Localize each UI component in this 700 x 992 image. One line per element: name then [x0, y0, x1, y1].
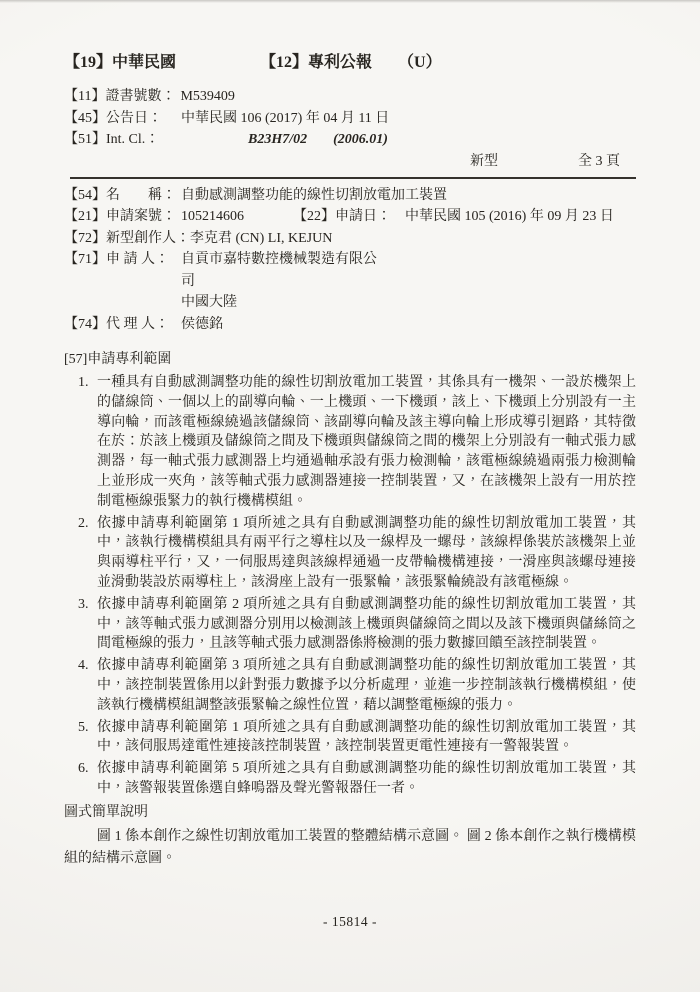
claim-number: 1. — [78, 375, 89, 390]
field-code-71: 【71】 — [64, 252, 106, 267]
bulletin-code: 【12】 — [260, 54, 309, 71]
agent-value: 侯德銘 — [181, 316, 223, 332]
claims-section — [64, 349, 636, 799]
claim-text: 依據申請專利範圍第 1 項所述之具有自動感測調整功能的線性切割放電加工裝置，其中，該伺服馬達電性連接該控制裝置，該控制裝置更電性連接有一警報裝置。 — [97, 719, 636, 755]
claim-number: 5. — [78, 719, 89, 735]
biblio-main — [64, 185, 636, 336]
agent-row — [64, 314, 636, 336]
int-cl-label: Int. Cl.： — [106, 132, 160, 147]
int-cl-class: B23H7/02 — [248, 132, 308, 147]
field-code-51: 【51】 — [64, 132, 106, 147]
bulletin-name: 專利公報 — [308, 54, 373, 71]
app-no-label: 申請案號： — [106, 209, 176, 224]
applicant-value — [181, 249, 377, 314]
claim-text: 依據申請專利範圍第 1 項所述之具有自動感測調整功能的線性切割放電加工裝置，其中，該執行機構模組具有兩平行之導柱以及一線桿及一螺母，該線桿係裝於該機架上並與兩導柱平行，又，一伺服馬達與該線桿通過一皮帶輪機構連接，一滑座與該螺母連接並滑動裝設於兩導柱上，該滑座上設有一張緊輪，該張緊輪繞設有該電極線。 — [97, 515, 636, 590]
app-date-value: 中華民國 105 (2016) 年 09 月 23 日 — [405, 209, 614, 224]
claim-number: 2. — [78, 515, 89, 531]
claims-heading: [57]申請專利範圍 — [64, 352, 172, 367]
applicant-name-line1: 自貢市嘉特數控機械製造有限公 — [181, 252, 377, 267]
cert-number-label: 證書號數： — [105, 89, 176, 104]
masthead-bulletin — [260, 52, 372, 74]
inventor-row — [64, 228, 636, 250]
app-date-label: 申請日： — [335, 209, 391, 224]
app-no-value: 105214606 — [181, 209, 244, 224]
field-code-11: 【11】 — [64, 89, 106, 104]
header-divider — [70, 177, 636, 179]
claim-item — [64, 656, 636, 715]
inventor-value: 李克君 (CN) LI, KEJUN — [190, 230, 333, 246]
agent-label: 代 理 人： — [106, 316, 169, 332]
field-code-54: 【54】 — [64, 187, 106, 203]
patent-type: 新型 — [470, 153, 498, 169]
country-code: 【19】 — [64, 54, 113, 71]
applicant-row — [64, 249, 636, 314]
figures-heading: 圖式簡單說明 — [64, 804, 148, 820]
inventor-label: 新型創作人： — [106, 230, 190, 246]
applicant-name-line2: 司 — [181, 273, 195, 289]
kind-code: （U） — [398, 54, 442, 71]
figures-section — [64, 802, 636, 871]
masthead — [64, 52, 636, 74]
pub-date-label: 公告日： — [106, 110, 162, 126]
applicant-label: 申 請 人： — [106, 252, 169, 267]
applicant-country: 中國大陸 — [181, 295, 237, 310]
field-code-21: 【21】 — [64, 209, 106, 224]
cert-number-row — [64, 86, 636, 108]
title-label: 名 稱： — [106, 187, 176, 203]
pub-date-value: 中華民國 106 (2017) 年 04 月 11 日 — [181, 110, 390, 126]
application-row — [64, 206, 636, 228]
claim-item — [64, 759, 636, 799]
cert-number-value: M539409 — [180, 89, 235, 104]
invention-title: 自動感測調整功能的線性切割放電加工裝置 — [181, 187, 447, 203]
title-row — [64, 185, 636, 207]
field-code-45: 【45】 — [64, 110, 106, 126]
masthead-country — [64, 52, 260, 74]
int-cl-row — [64, 129, 636, 151]
claim-text: 一種具有自動感測調整功能的線性切割放電加工裝置，其係具有一機架、一設於機架上的儲線筒、一個以上的副導向輪、一上機頭、一下機頭，該上、下機頭上分別設有一主導向輪，而該電極線繞過該儲線筒、該副導向輪及該主導向輪上形成導引迴路，其特徵在於：於該上機頭及儲線筒之間及下機頭與儲線筒之間的機架上分別設有一軸式張力感測器，每一軸式張力感測器上均通過軸承設有張力檢測輪，該電極線繞過兩張力檢測輪上並形成一夾角，該等軸式張力感測器連接一控制裝置，又，在該機架上設有一用於控制電極線張緊力的執行機構模組。 — [97, 375, 636, 509]
int-cl-version: (2006.01) — [333, 132, 388, 147]
claim-item — [64, 514, 636, 593]
country-name: 中華民國 — [112, 54, 177, 71]
field-code-72: 【72】 — [64, 230, 106, 246]
claim-item — [64, 595, 636, 654]
claim-text: 依據申請專利範圍第 3 項所述之具有自動感測調整功能的線性切割放電加工裝置，其中，該控制裝置係用以針對張力數據予以分析處理，並進一步控制該執行機構模組，使該執行機構模組調整該張緊輪之線性位置，藉以調整電極線的張力。 — [97, 658, 636, 713]
field-code-74: 【74】 — [64, 316, 106, 332]
field-code-22: 【22】 — [293, 209, 335, 224]
claim-item — [64, 373, 636, 512]
type-pages-row — [64, 151, 636, 172]
claim-text: 依據申請專利範圍第 2 項所述之具有自動感測調整功能的線性切割放電加工裝置，其中，該等軸式張力感測器分別用以檢測該上機頭與儲線筒之間以及該下機頭與儲絲筒之間電極線的張力，且該等軸式張力感測器係將檢測的張力數據回饋至該控制裝置。 — [97, 596, 636, 652]
claim-number: 4. — [78, 658, 89, 674]
biblio-top — [64, 86, 636, 172]
pub-date-row — [64, 108, 636, 130]
claim-number: 3. — [78, 596, 89, 612]
claim-number: 6. — [78, 761, 89, 777]
claim-item — [64, 718, 636, 758]
page-number: - 15814 - — [323, 914, 377, 929]
figures-description: 圖 1 係本創作之線性切割放電加工裝置的整體結構示意圖。 圖 2 係本創作之執行機構模組的結構示意圖。 — [64, 828, 636, 867]
page-count: 全 3 頁 — [578, 153, 620, 169]
claim-text: 依據申請專利範圍第 5 項所述之具有自動感測調整功能的線性切割放電加工裝置，其中，該警報裝置係選自蜂鳴器及聲光警報器任一者。 — [97, 761, 636, 796]
